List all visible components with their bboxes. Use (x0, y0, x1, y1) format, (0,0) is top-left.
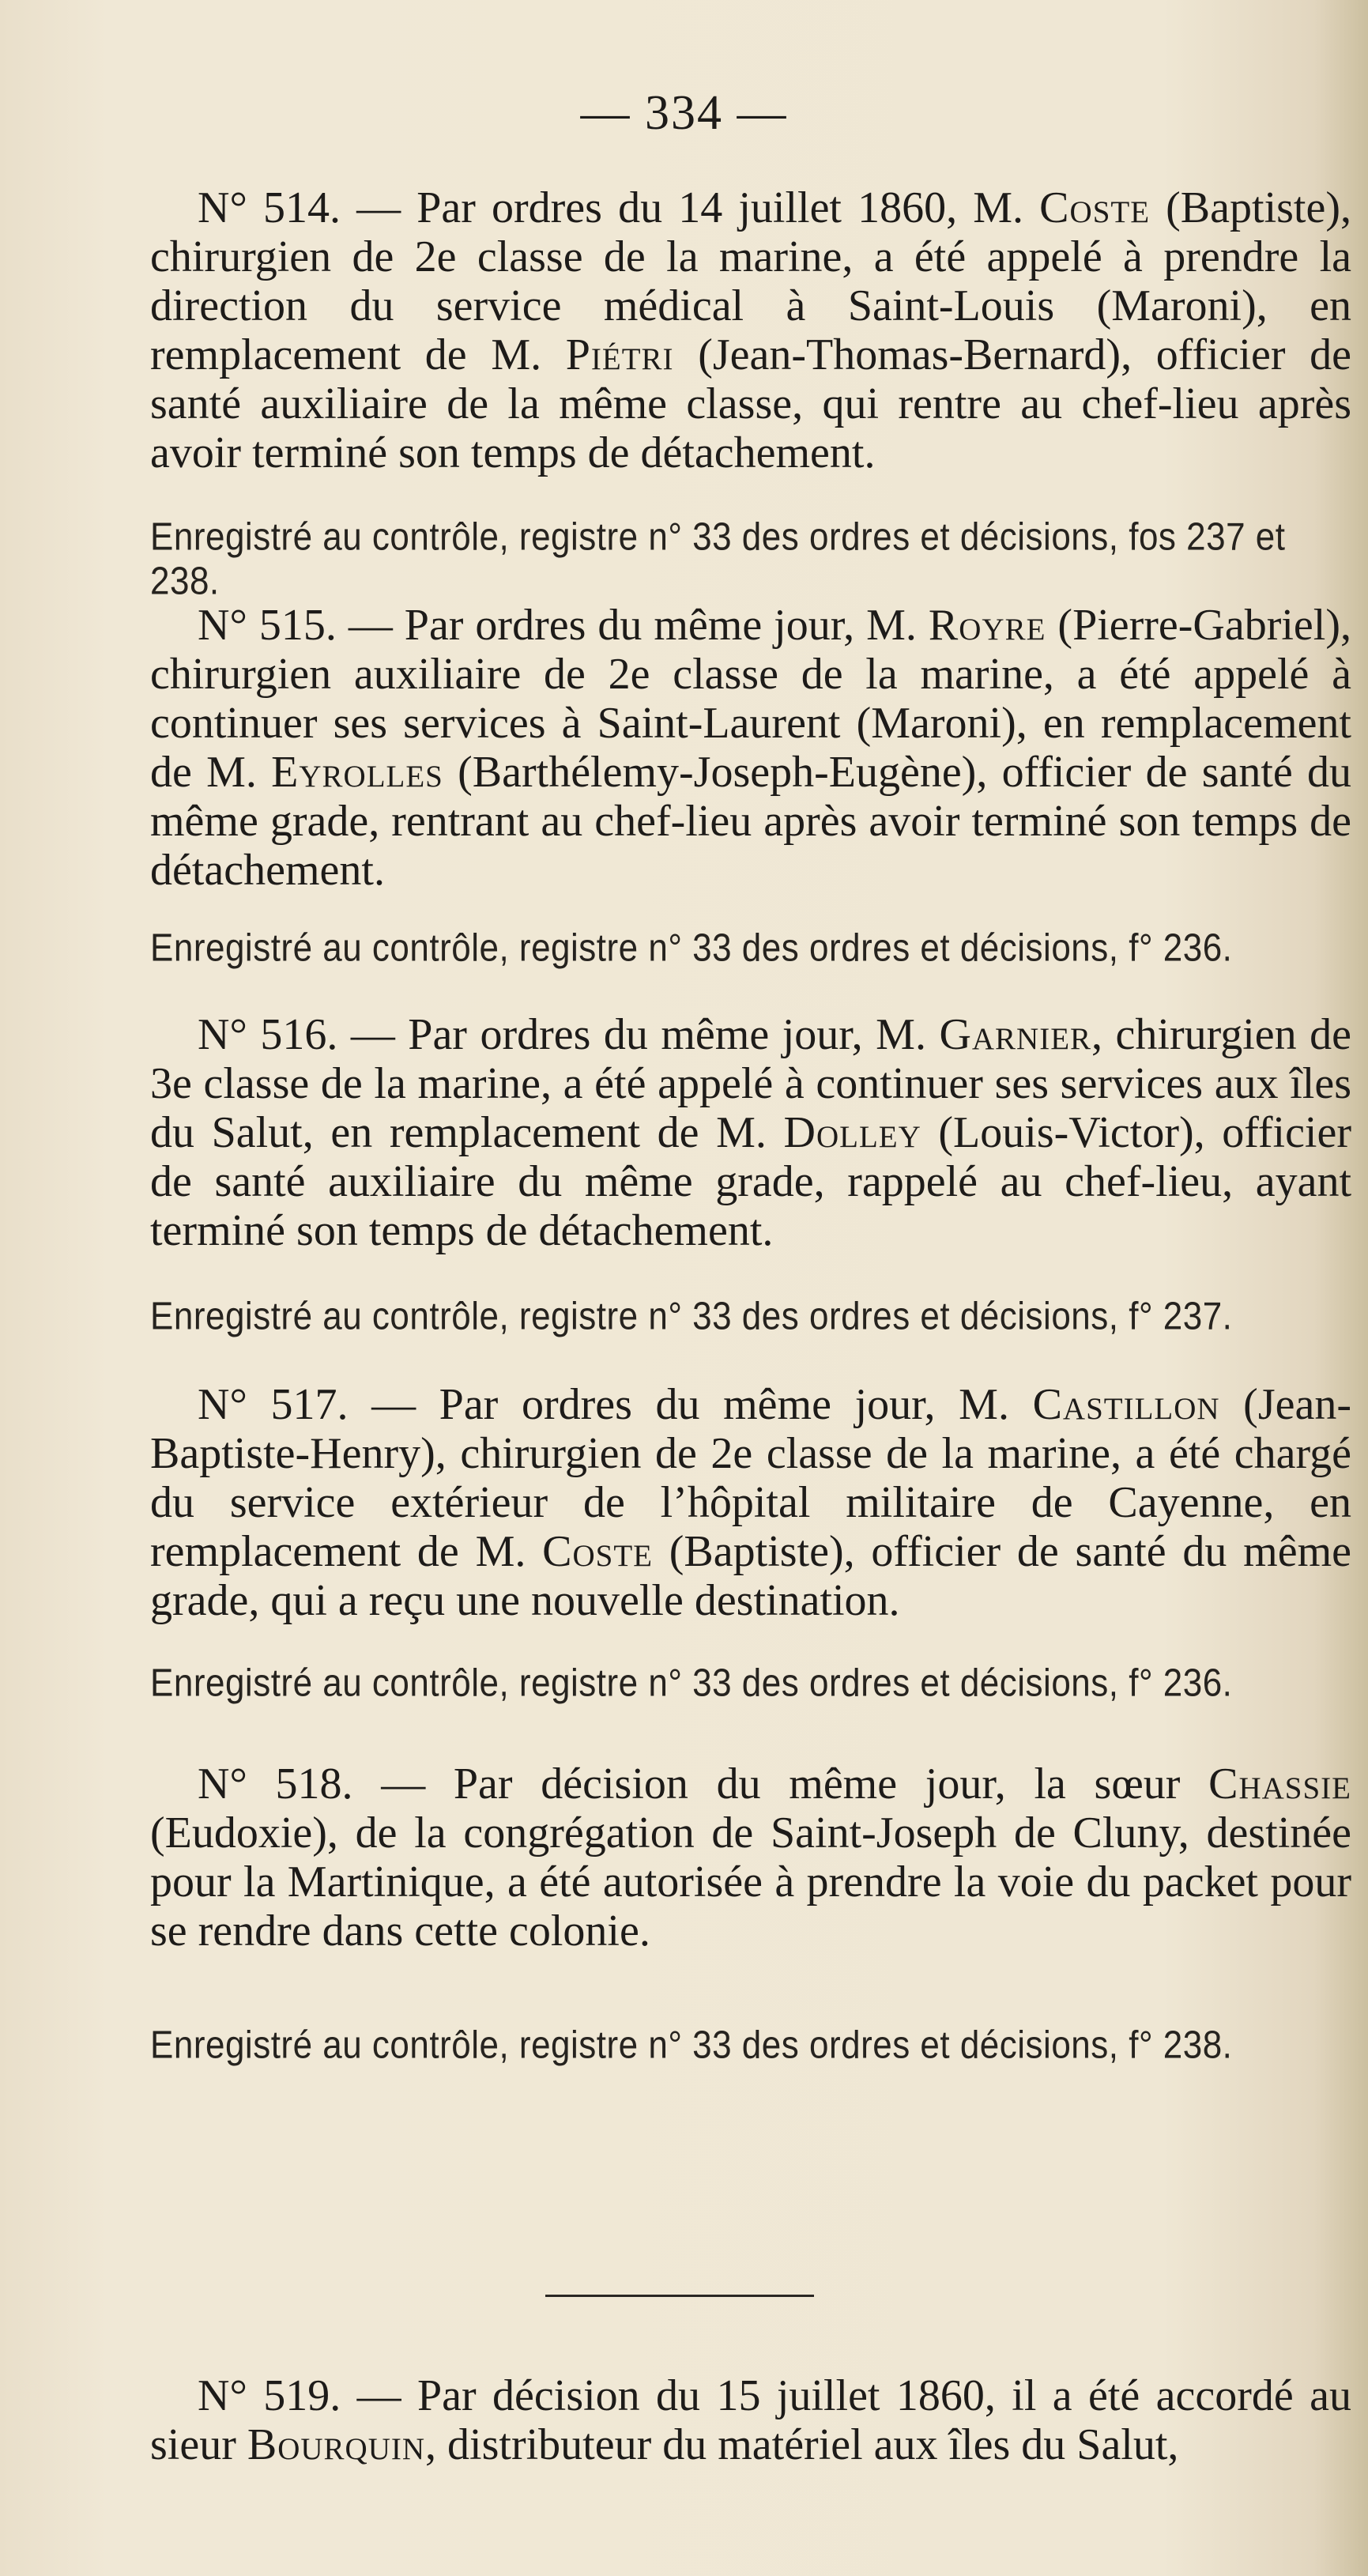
registration-note: Enregistré au contrôle, registre n° 33 des ordres et décisions, f° 238. (150, 2023, 1233, 2067)
entry-text-part: , chirurgien de 3e classe de la marine, a été appelé à continuer ses services aux îles du Salut, en remplacement de M. (150, 1010, 1351, 1157)
entry-text (150, 1759, 1351, 1956)
entry-516 (150, 1010, 1351, 1255)
person-name: Piétri (565, 330, 674, 379)
entry-text-part: — Par ordres du même jour, M. (348, 1380, 1033, 1429)
entry-text-part: — Par ordres du même jour, M. (337, 1010, 940, 1059)
person-name: Castillon (1032, 1380, 1220, 1429)
entry-text-part: — Par décision du même jour, la sœur (352, 1759, 1209, 1808)
entry-number: N° 519. (198, 2371, 341, 2420)
registration-note: Enregistré au contrôle, registre n° 33 des ordres et décisions, f° 237. (150, 1295, 1233, 1338)
registration-note: Enregistré au contrôle, registre n° 33 des ordres et décisions, f° 236. (150, 926, 1233, 970)
registration-note: Enregistré au contrôle, registre n° 33 des ordres et décisions, f° 236. (150, 1661, 1233, 1705)
entry-number: N° 515. (198, 601, 337, 650)
entry-text-part: (Baptiste), officier de santé du même grade, qui a reçu une nouvelle destination. (150, 1527, 1351, 1625)
entry-text (150, 2371, 1351, 2469)
entry-text-part: — Par ordres du même jour, M. (336, 601, 929, 650)
entry-514 (150, 183, 1351, 477)
entry-text (150, 183, 1351, 477)
entry-517 (150, 1380, 1351, 1625)
entry-number: N° 514. (198, 183, 341, 232)
entry-text-part: (Louis-Victor), officier de santé auxiliaire du même grade, rappelé au chef-lieu, ayant terminé son temps de détachement. (150, 1108, 1351, 1255)
person-name: Coste (1039, 183, 1151, 232)
entry-518 (150, 1759, 1351, 1956)
person-name: Dolley (783, 1108, 921, 1157)
person-name: Eyrolles (271, 748, 443, 797)
entry-text-part: (Barthélemy-Joseph-Eugène), officier de santé du même grade, rentrant au chef-lieu après avoir terminé son temps de détachement. (150, 748, 1351, 895)
person-name: Chassie (1208, 1759, 1351, 1808)
entry-text-part: , distributeur du matériel aux îles du Salut, (425, 2420, 1179, 2469)
registration-note: Enregistré au contrôle, registre n° 33 des ordres et décisions, fos 237 et 238. (150, 515, 1286, 603)
entry-text-part: (Jean-Baptiste-Henry), chirurgien de 2e classe de la marine, a été chargé du service extérieur de l’hôpital militaire de Cayenne, en remplacement de M. (150, 1380, 1351, 1576)
entry-515 (150, 601, 1351, 895)
page-number: — 334 — (580, 86, 788, 140)
person-name: Bourquin (247, 2420, 426, 2469)
entry-text-part: (Jean-Thomas-Bernard), officier de santé auxiliaire de la même classe, qui rentre au chef-lieu après avoir terminé son temps de détachement. (150, 330, 1351, 477)
person-name: Garnier (939, 1010, 1092, 1059)
entry-text (150, 1010, 1351, 1255)
person-name: Coste (542, 1527, 653, 1576)
section-divider (545, 2295, 814, 2297)
person-name: Royre (928, 601, 1046, 650)
entry-number: N° 517. (198, 1380, 349, 1429)
entry-text-part: — Par ordres du 14 juillet 1860, M. (340, 183, 1040, 232)
entry-number: N° 518. (198, 1759, 353, 1808)
entry-text (150, 1380, 1351, 1625)
entry-text-part: (Baptiste), chirurgien de 2e classe de la marine, a été appelé à prendre la direction du service médical à Saint-Louis (Maroni), en remplacement de M. (150, 183, 1351, 379)
entry-text-part: (Eudoxie), de la congrégation de Saint-Joseph de Cluny, destinée pour la Martinique, a été autorisée à prendre la voie du packet pour se rendre dans cette colonie. (150, 1808, 1351, 1956)
entry-519 (150, 2371, 1351, 2469)
entry-text (150, 601, 1351, 895)
entry-number: N° 516. (198, 1010, 338, 1059)
entry-text-part: (Pierre-Gabriel), chirurgien auxiliaire de 2e classe de la marine, a été appelé à continuer ses services à Saint-Laurent (Maroni), en remplacement de M. (150, 601, 1351, 797)
entry-text-part: — Par décision du 15 juillet 1860, il a été accordé au sieur (150, 2371, 1351, 2469)
